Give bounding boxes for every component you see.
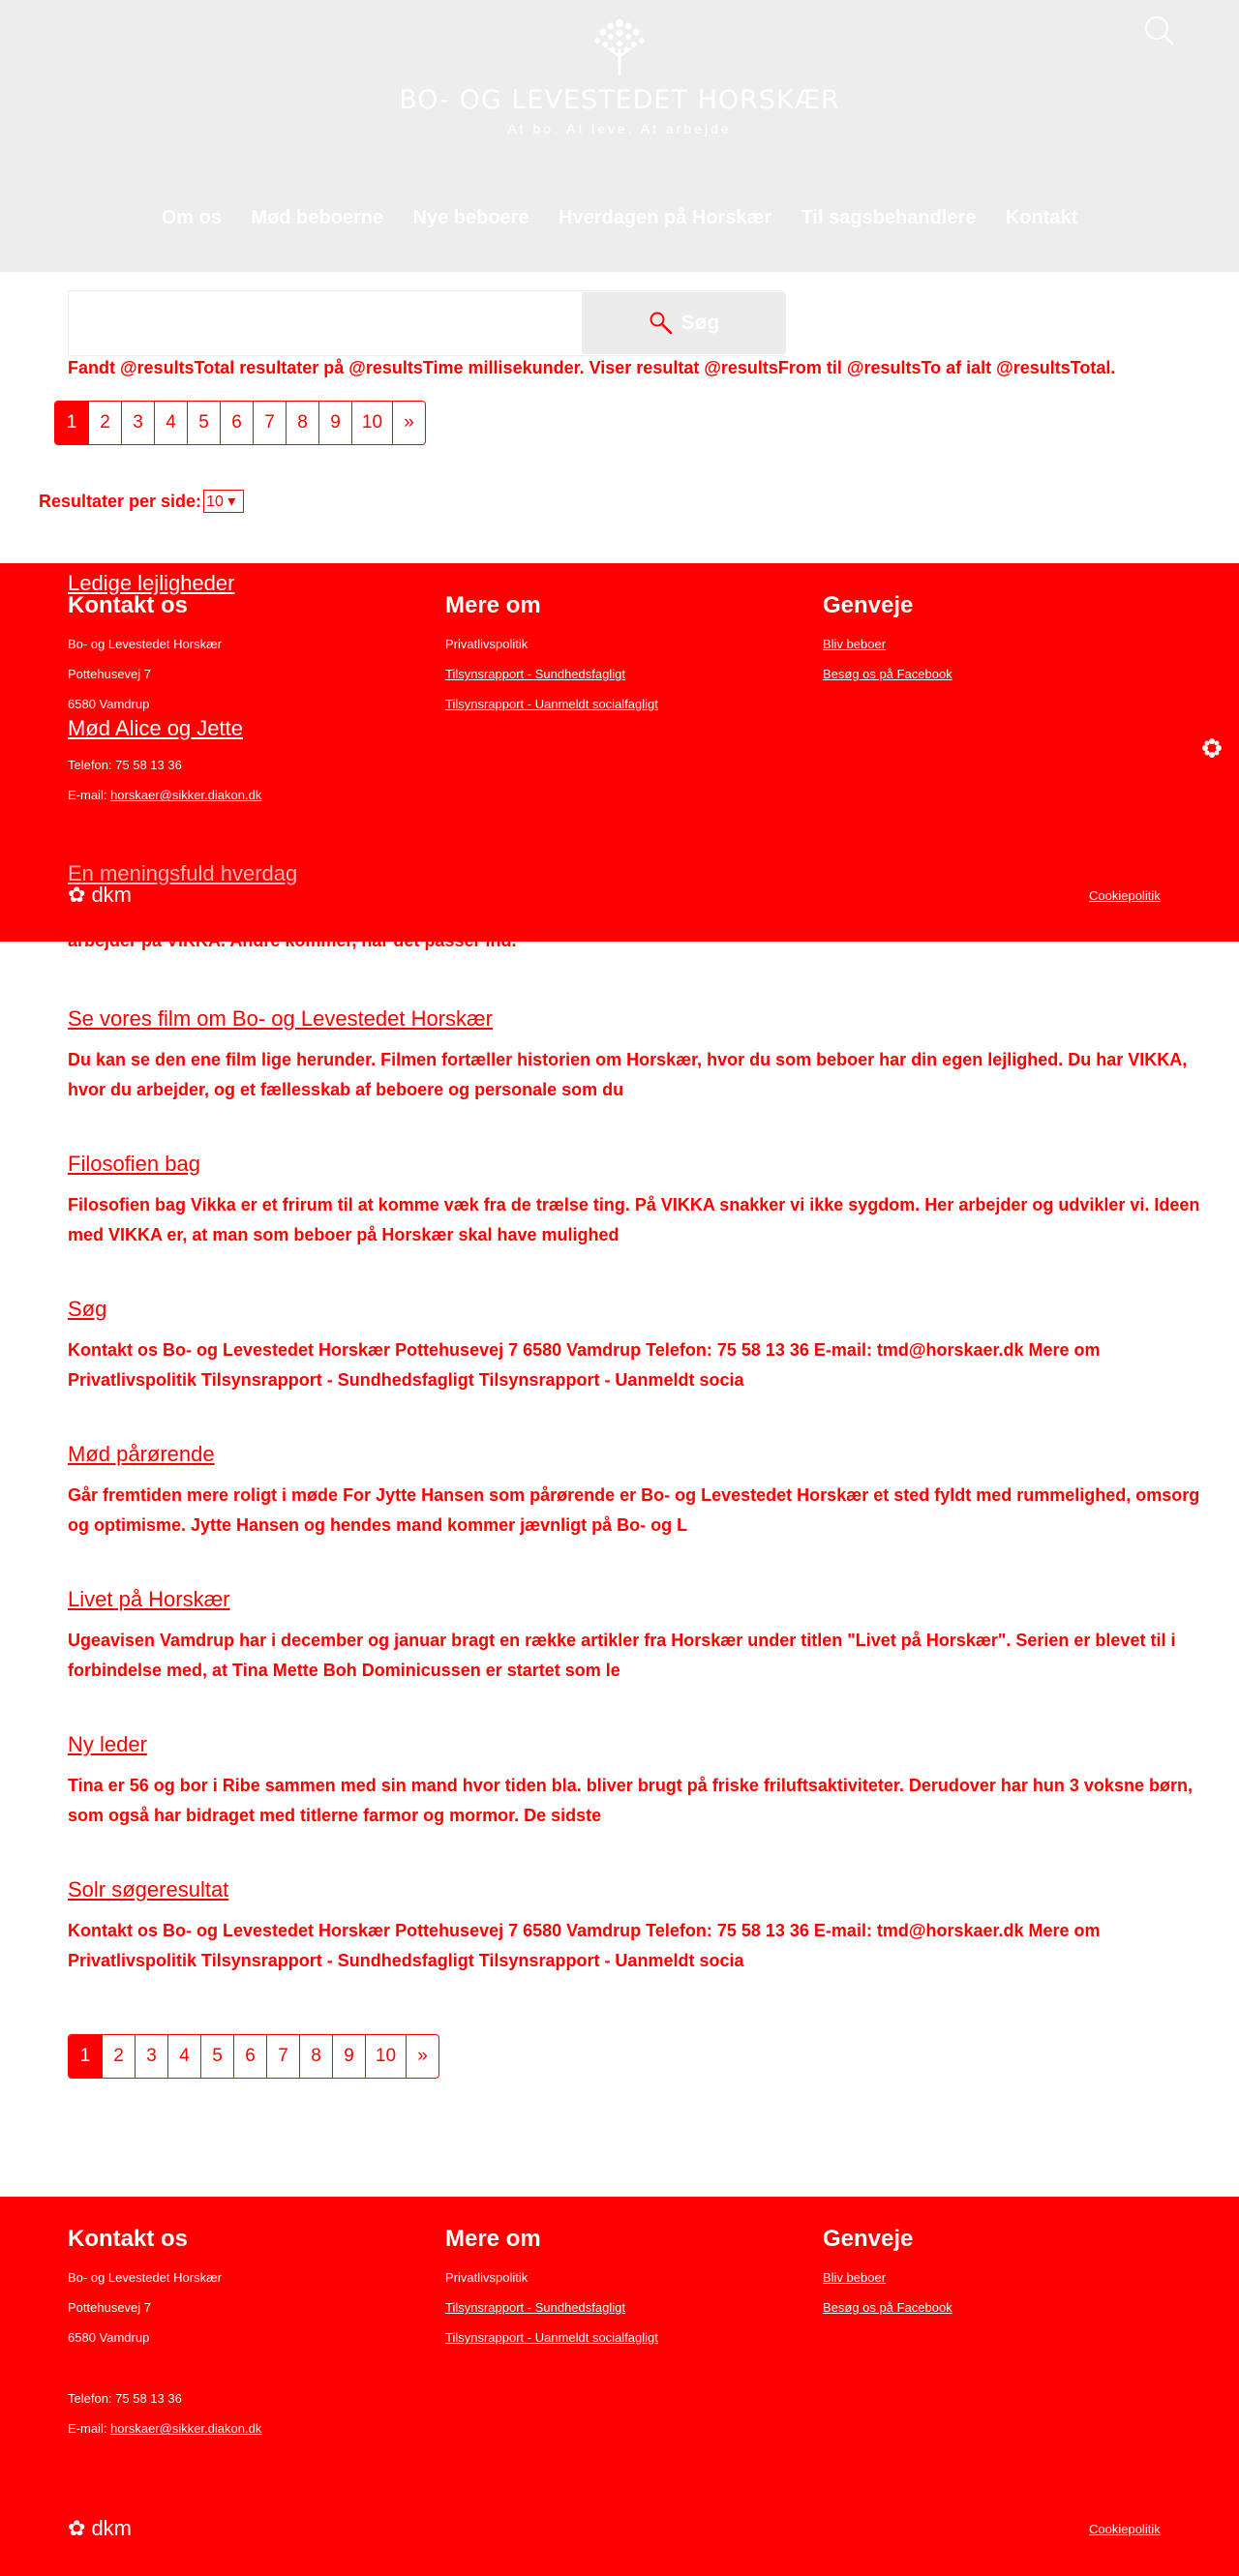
search-result [68, 1587, 1200, 1686]
footer-shortcuts-heading: Genveje [823, 2226, 914, 2252]
pagination-bottom [68, 2034, 439, 2079]
footer-shortcuts-heading: Genveje [823, 592, 914, 618]
result-snippet: Filosofien bag Vikka er et frirum til at komme væk fra de trælse ting. På VIKKA snakker vi ikke sygdom. Her arbejder og udvikler vi. Ideen med VIKKA er, at man som beboer på Horskær skal have mulighed [68, 1195, 1200, 1244]
footer-report-social-link[interactable]: Tilsynsrapport - Uanmeldt socialfagligt [445, 2330, 658, 2345]
nav-item-hverdagen[interactable]: Hverdagen på Horskær [559, 207, 772, 228]
footer-more-column [445, 592, 658, 727]
footer-email-label: E-mail: [68, 788, 111, 802]
dkm-logo-text: dkm [91, 883, 132, 907]
footer-shortcuts-column [823, 592, 952, 697]
tree-logo-icon[interactable] [584, 15, 655, 77]
page-10-button[interactable]: 10 [351, 402, 392, 444]
magnifier-icon [649, 311, 674, 336]
result-snippet: Kontakt os Bo- og Levestedet Horskær Pottehusevej 7 6580 Vamdrup Telefon: 75 58 13 36 E-mail: tmd@horskaer.dk Mere om Privatlivspolitik Tilsynsrapport - Sundhedsfagligt Tilsynsrapport - Uanmeldt socia [68, 1921, 1101, 1970]
footer-report-health-link[interactable]: Tilsynsrapport - Sundhedsfagligt [445, 667, 625, 681]
dkm-logo-text: dkm [91, 2516, 132, 2540]
search-result [68, 1006, 1200, 1105]
footer-street: Pottehusevej 7 [68, 667, 152, 681]
page-1-button[interactable]: 1 [55, 402, 88, 444]
page-9-button[interactable]: 9 [318, 402, 351, 444]
footer-privacy-link[interactable]: Privatlivspolitik [445, 2270, 529, 2285]
main-navigation [0, 207, 1239, 229]
result-title[interactable]: Livet på Horskær [68, 1587, 230, 1611]
site-footer [0, 2197, 1239, 2576]
page-5-button[interactable]: 5 [200, 2035, 233, 2078]
nav-item-nye-beboere[interactable]: Nye beboere [412, 207, 529, 228]
site-header [0, 0, 1239, 272]
footer-more-column [445, 2226, 658, 2360]
result-title[interactable]: Se vores film om Bo- og Levestedet Horskær [68, 1006, 493, 1031]
per-page-label: Resultater per side: [39, 491, 202, 511]
per-page-value: 10 [206, 494, 224, 510]
footer-contact-heading: Kontakt os [68, 2226, 189, 2252]
dkm-flower-icon: ✿ [68, 883, 86, 907]
footer-phone: Telefon: 75 58 13 36 [68, 2391, 182, 2406]
result-title-alice-jette[interactable]: Mød Alice og Jette [68, 716, 243, 740]
result-snippet: Ugeavisen Vamdrup har i december og januar bragt en række artikler fra Horskær under titlen "Livet på Horskær". Serien er blevet til i forbindelse med, at Tina Mette Boh Dominicussen er startet som le [68, 1631, 1176, 1680]
footer-contact-column [68, 592, 261, 818]
cookie-policy-link[interactable]: Cookiepolitik [1089, 2522, 1161, 2536]
footer-email-link[interactable]: horskaer@sikker.diakon.dk [110, 2421, 262, 2436]
footer-privacy-link[interactable]: Privatlivspolitik [445, 637, 529, 651]
page-8-button[interactable]: 8 [299, 2035, 332, 2078]
page-5-button[interactable]: 5 [187, 402, 220, 444]
footer-email-line [68, 2421, 261, 2436]
footer-facebook-link[interactable]: Besøg os på Facebook [823, 667, 952, 681]
page-2-button[interactable]: 2 [88, 402, 121, 444]
footer-email-line [68, 788, 261, 802]
footer-report-health-link[interactable]: Tilsynsrapport - Sundhedsfagligt [445, 2300, 625, 2315]
footer-contact-column [68, 2226, 261, 2451]
nav-item-om-os[interactable]: Om os [161, 207, 222, 228]
next-page-button[interactable]: » [392, 402, 425, 444]
per-page-select[interactable]: 10 ▾ [203, 490, 244, 513]
page-4-button[interactable]: 4 [167, 2035, 200, 2078]
page-8-button[interactable]: 8 [286, 402, 318, 444]
site-tagline: At bo. At leve. At arbejde [507, 121, 732, 136]
cookie-settings-icon[interactable] [1201, 737, 1223, 759]
page-3-button[interactable]: 3 [135, 2035, 167, 2078]
footer-phone: Telefon: 75 58 13 36 [68, 758, 182, 772]
page-7-button[interactable]: 7 [253, 402, 286, 444]
footer-become-resident-link[interactable]: Bliv beboer [823, 637, 887, 651]
search-button-label: Søg [680, 312, 720, 334]
result-title[interactable]: Ny leder [68, 1732, 147, 1756]
dkm-logo[interactable] [68, 2516, 132, 2541]
result-title[interactable]: Mød pårørende [68, 1442, 215, 1466]
page-2-button[interactable]: 2 [102, 2035, 135, 2078]
footer-city: 6580 Vamdrup [68, 2330, 150, 2345]
footer-org-name: Bo- og Levestedet Horskær [68, 2270, 222, 2285]
search-result [68, 1877, 1200, 1976]
search-result [68, 1732, 1200, 1831]
result-snippet-hverdag: arbejder på VIKKA. Andre kommer, når det passer ind. [68, 931, 517, 950]
footer-facebook-link[interactable]: Besøg os på Facebook [823, 2300, 952, 2315]
search-result [68, 1152, 1200, 1250]
footer-more-heading: Mere om [445, 592, 541, 618]
result-snippet: Tina er 56 og bor i Ribe sammen med sin mand hvor tiden bla. bliver brugt på friske friluftsaktiviteter. Derudover har hun 3 voksne børn, som også har bidraget med titlerne farmor og mormor. De sidste [68, 1776, 1193, 1825]
per-page-control [39, 490, 244, 513]
search-button[interactable] [582, 292, 786, 354]
footer-city: 6580 Vamdrup [68, 697, 150, 711]
cookie-policy-link[interactable]: Cookiepolitik [1089, 888, 1161, 903]
page-4-button[interactable]: 4 [154, 402, 187, 444]
result-snippet: Du kan se den ene film lige herunder. Filmen fortæller historien om Horskær, hvor du som beboer har din egen lejlighed. Du har VIKKA, hvor du arbejder, og et fællesskab af beboere og personale som du [68, 1050, 1188, 1099]
page-7-button[interactable]: 7 [266, 2035, 299, 2078]
nav-item-sagsbehandlere[interactable]: Til sagsbehandlere [801, 207, 977, 228]
result-title[interactable]: Solr søgeresultat [68, 1877, 229, 1902]
result-title[interactable]: Filosofien bag [68, 1152, 200, 1176]
nav-item-kontakt[interactable]: Kontakt [1005, 207, 1078, 228]
result-title[interactable]: Søg [68, 1297, 107, 1321]
dkm-flower-icon: ✿ [68, 2516, 86, 2540]
search-icon[interactable] [1142, 14, 1175, 46]
result-snippet: Kontakt os Bo- og Levestedet Horskær Pottehusevej 7 6580 Vamdrup Telefon: 75 58 13 36 E-mail: tmd@horskaer.dk Mere om Privatlivspolitik Tilsynsrapport - Sundhedsfagligt Tilsynsrapport - Uanmeldt socia [68, 1340, 1101, 1390]
footer-street: Pottehusevej 7 [68, 2300, 152, 2315]
page-6-button[interactable]: 6 [220, 402, 253, 444]
footer-more-heading: Mere om [445, 2226, 541, 2252]
result-snippet: Går fremtiden mere roligt i møde For Jytte Hansen som pårørende er Bo- og Levestedet Horskær et sted fyldt med rummelighed, omsorg og optimisme. Jytte Hansen og hendes mand kommer jævnligt på Bo- og L [68, 1485, 1200, 1535]
nav-item-mod-beboerne[interactable]: Mød beboerne [251, 207, 384, 228]
results-info: Fandt @resultsTotal resultater på @resultsTime millisekunder. Viser resultat @resultsFrom til @resultsTo af ialt @resultsTotal. [68, 358, 1116, 377]
page-6-button[interactable]: 6 [233, 2035, 266, 2078]
footer-email-link[interactable]: horskaer@sikker.diakon.dk [110, 788, 262, 802]
page-10-button[interactable]: 10 [365, 2035, 406, 2078]
page-1-button[interactable]: 1 [69, 2035, 102, 2078]
result-title-ledige[interactable]: Ledige lejligheder [68, 571, 235, 595]
footer-shortcuts-column [823, 2226, 952, 2330]
page-9-button[interactable]: 9 [332, 2035, 365, 2078]
page-3-button[interactable]: 3 [121, 402, 154, 444]
footer-become-resident-link[interactable]: Bliv beboer [823, 2270, 887, 2285]
result-title-hverdag[interactable]: En meningsfuld hverdag [68, 861, 298, 885]
next-page-button[interactable]: » [406, 2035, 438, 2078]
search-result [68, 1297, 1200, 1395]
pagination-top [54, 401, 426, 445]
footer-org-name: Bo- og Levestedet Horskær [68, 637, 222, 651]
search-result [68, 1442, 1200, 1541]
footer-email-label: E-mail: [68, 2421, 111, 2436]
footer-contact-heading: Kontakt os [68, 592, 189, 618]
footer-report-social-link[interactable]: Tilsynsrapport - Uanmeldt socialfagligt [445, 697, 658, 711]
site-title[interactable]: BO- OG LEVESTEDET HORSKÆR [399, 85, 840, 115]
